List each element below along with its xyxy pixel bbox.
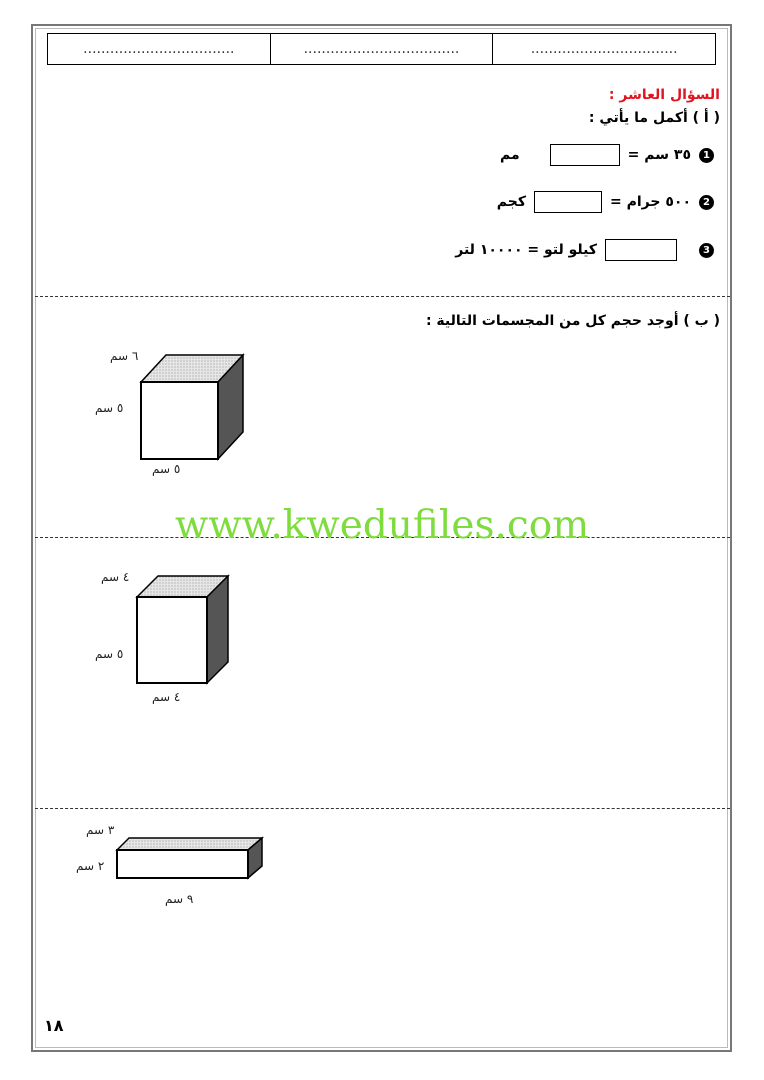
number-badge-2: 2 xyxy=(699,195,714,210)
number-badge-3: 3 xyxy=(699,243,714,258)
question-title: السؤال العاشر : xyxy=(608,87,720,103)
watermark: www.kwedufiles.com xyxy=(174,503,590,548)
dimension-label: ٤ سم xyxy=(152,690,181,704)
cube-figure xyxy=(141,355,243,459)
dimension-label: ٩ سم xyxy=(165,892,194,906)
dimension-label: ٥ سم xyxy=(95,647,124,661)
dimension-label: ٥ سم xyxy=(95,401,124,415)
dimension-label: ٤ سم xyxy=(101,570,130,584)
cuboid-figure xyxy=(117,838,262,878)
header-cell: ................................... xyxy=(270,34,493,65)
part-a-label: ( أ ) أكمل ما يأتي : xyxy=(588,110,720,126)
item-expression: كيلو لتو = ١٠٠٠٠ لتر xyxy=(455,242,597,258)
dimension-label: ٢ سم xyxy=(76,859,105,873)
dimension-label: ٦ سم xyxy=(110,349,139,363)
item-expression: ٥٠٠ جرام = xyxy=(610,194,691,210)
header-cell: .................................. xyxy=(48,34,271,65)
item-unit: كجم xyxy=(496,194,527,210)
item-expression: ٣٥ سم = xyxy=(627,147,691,163)
page-number: ١٨ xyxy=(44,1016,64,1035)
header-cell: ................................. xyxy=(493,34,716,65)
part-b-label: ( ب ) أوجد حجم كل من المجسمات التالية : xyxy=(425,313,720,329)
number-badge-1: 1 xyxy=(699,148,714,163)
item-unit: مم xyxy=(500,147,520,163)
dimension-label: ٣ سم xyxy=(86,823,115,837)
prism-figure xyxy=(137,576,228,683)
dimension-label: ٥ سم xyxy=(152,462,181,476)
